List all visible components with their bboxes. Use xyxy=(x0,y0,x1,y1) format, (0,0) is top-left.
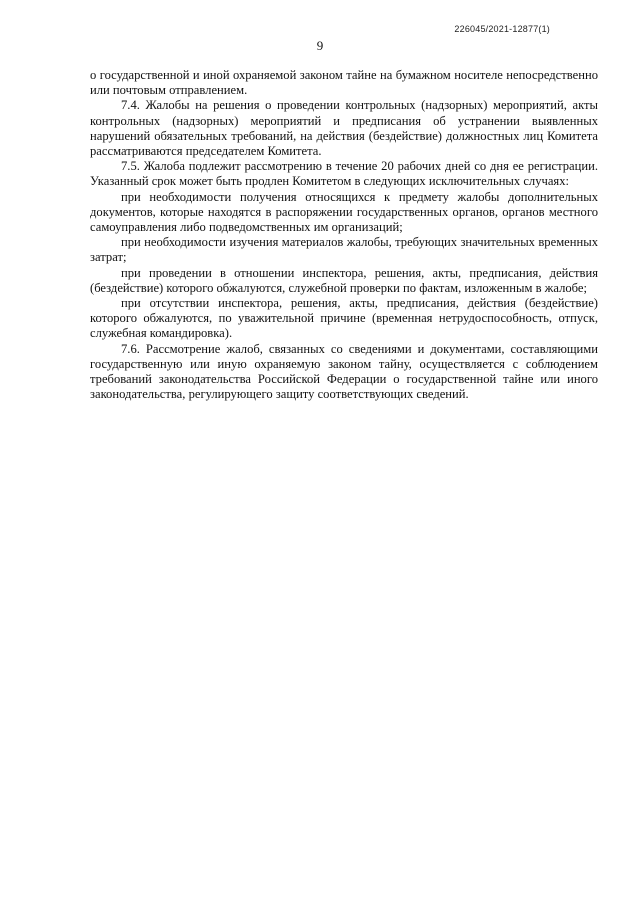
paragraph-7-4: 7.4. Жалобы на решения о проведении контрольных (надзорных) мероприятий, акты контрольных (надзорных) мероприятий и предписания об устранении выявленных нарушений обязательных требований, на действия (бездействие) должностных лиц Комитета рассматриваются председателем Комитета. xyxy=(90,98,598,159)
document-body xyxy=(90,68,598,402)
document-registration-number: 226045/2021-12877(1) xyxy=(454,24,550,34)
paragraph-7-5: 7.5. Жалоба подлежит рассмотрению в течение 20 рабочих дней со дня ее регистрации. Указанный срок может быть продлен Комитетом в следующих исключительных случаях: xyxy=(90,159,598,189)
page-number: 9 xyxy=(316,38,324,53)
paragraph-continuation: о государственной и иной охраняемой законом тайне на бумажном носителе непосредственно или почтовым отправлением. xyxy=(90,68,598,98)
paragraph-7-5-case-materials-study: при необходимости изучения материалов жалобы, требующих значительных временных затрат; xyxy=(90,235,598,265)
paragraph-7-5-case-additional-documents: при необходимости получения относящихся к предмету жалобы дополнительных документов, которые находятся в распоряжении государственных органов, органов местного самоуправления либо подведомственных им организаций; xyxy=(90,189,598,235)
paragraph-7-5-case-internal-review: при проведении в отношении инспектора, решения, акты, предписания, действия (бездействие) которого обжалуются, служебной проверки по фактам, изложенным в жалобе; xyxy=(90,265,598,295)
paragraph-7-6: 7.6. Рассмотрение жалоб, связанных со сведениями и документами, составляющими государственную или иную охраняемую законом тайну, осуществляется с соблюдением требований законодательства Российской Федерации о государственной тайне или иного законодательства, регулирующего защиту соответствующих сведений. xyxy=(90,341,598,402)
paragraph-7-5-case-inspector-absence: при отсутствии инспектора, решения, акты, предписания, действия (бездействие) которого обжалуются, по уважительной причине (временная нетрудоспособность, отпуск, служебная командировка). xyxy=(90,296,598,341)
